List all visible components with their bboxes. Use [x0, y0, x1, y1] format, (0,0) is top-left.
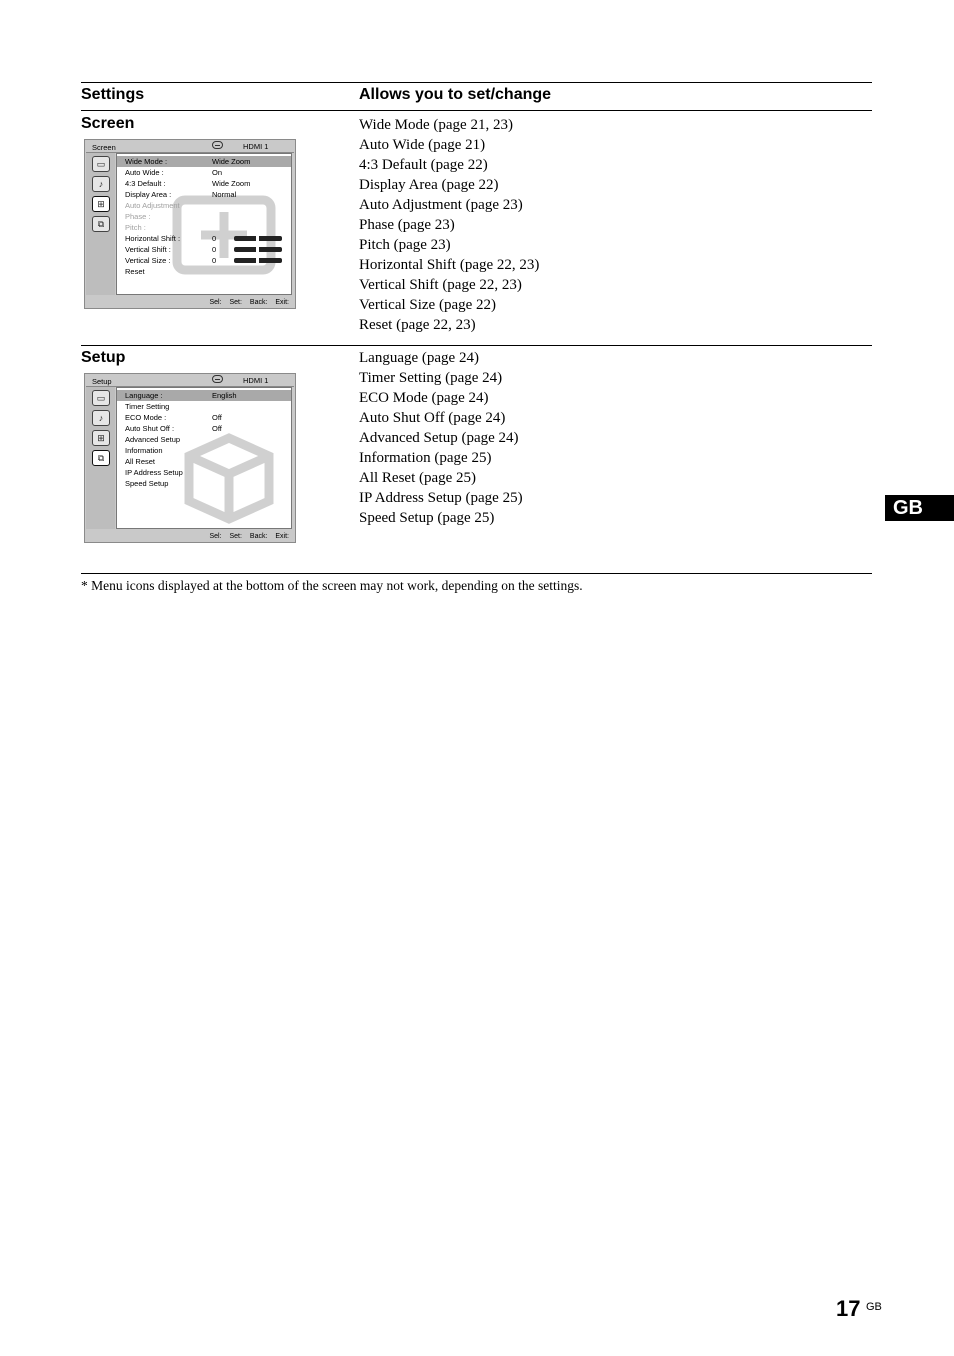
screen-icon: ⊞ [92, 196, 110, 212]
set-hint: Set: [229, 299, 242, 306]
menu-panel [116, 153, 292, 295]
list-item: Language (page 24) [359, 350, 479, 366]
slider-bar [234, 247, 282, 252]
menu-row-value: On [212, 168, 223, 177]
menu-title: Screen [92, 143, 116, 152]
menu-row [117, 434, 291, 445]
footnote: * Menu icons displayed at the bottom of the screen may not work, depending on the settings. [81, 578, 583, 593]
menu-row [117, 456, 291, 467]
menu-row [117, 266, 291, 277]
menu-row [117, 167, 291, 178]
menu-row-label: Pitch : [125, 223, 146, 232]
menu-row [117, 467, 291, 478]
list-item: Phase (page 23) [359, 217, 455, 233]
list-item: Reset (page 22, 23) [359, 317, 476, 333]
list-item: All Reset (page 25) [359, 470, 477, 486]
menu-bottom-bar [85, 299, 295, 306]
list-item: Vertical Size (page 22) [359, 297, 497, 313]
list-item: Pitch (page 23) [359, 237, 451, 253]
menu-input-label: HDMI 1 [243, 142, 269, 151]
menu-row-label: Auto Wide : [125, 168, 164, 177]
page-number: 17 [836, 1296, 861, 1321]
column-header-settings: Settings [81, 86, 145, 103]
list-item: Wide Mode (page 21, 23) [359, 117, 513, 133]
menu-row [117, 156, 291, 167]
menu-row-value: Wide Zoom [212, 157, 251, 166]
list-item: Advanced Setup (page 24) [359, 430, 519, 446]
list-item: 4:3 Default (page 22) [359, 157, 488, 173]
list-item: Auto Shut Off (page 24) [359, 410, 506, 426]
section-title-setup: Setup [81, 349, 126, 366]
menu-row [117, 390, 291, 401]
menu-row [117, 189, 291, 200]
menu-row-value: Off [212, 413, 222, 422]
menu-row-label: Reset [125, 267, 145, 276]
menu-row [117, 222, 291, 233]
screen-icon: ⊞ [92, 430, 110, 446]
menu-title: Setup [92, 377, 112, 386]
list-item: Auto Wide (page 21) [359, 137, 486, 153]
list-item: Timer Setting (page 24) [359, 370, 503, 386]
menu-row [117, 244, 291, 255]
list-item: Horizontal Shift (page 22, 23) [359, 257, 540, 273]
list-item: Speed Setup (page 25) [359, 510, 495, 526]
menu-row [117, 478, 291, 489]
menu-row-label: IP Address Setup [125, 468, 183, 477]
screen-menu-image [84, 139, 296, 309]
menu-panel [116, 387, 292, 529]
menu-row [117, 200, 291, 211]
input-icon [212, 141, 223, 149]
menu-row [117, 178, 291, 189]
page-suffix: GB [866, 1301, 882, 1313]
menu-row-value: Normal [212, 190, 237, 199]
menu-row [117, 255, 291, 266]
menu-row-label: Information [125, 446, 163, 455]
setup-icon: ⧉ [92, 216, 110, 232]
header-rule [81, 110, 872, 111]
menu-row-label: Timer Setting [125, 402, 170, 411]
menu-row-label: Horizontal Shift : [125, 234, 181, 243]
menu-row-label: Auto Shut Off : [125, 424, 175, 433]
menu-row [117, 423, 291, 434]
sound-icon: ♪ [92, 410, 110, 426]
set-hint: Set: [229, 533, 242, 540]
screen-settings-list [359, 115, 539, 335]
menu-bottom-bar [85, 533, 295, 540]
menu-row [117, 211, 291, 222]
picture-icon: ▭ [92, 390, 110, 406]
menu-row-label: Auto Adjustment [125, 201, 180, 210]
list-item: Vertical Shift (page 22, 23) [359, 277, 522, 293]
section-rule [81, 345, 872, 346]
exit-hint: Exit: [275, 533, 289, 540]
list-item: ECO Mode (page 24) [359, 390, 489, 406]
slider-bar [234, 236, 282, 241]
picture-icon: ▭ [92, 156, 110, 172]
menu-input-label: HDMI 1 [243, 376, 269, 385]
list-item: IP Address Setup (page 25) [359, 490, 523, 506]
setup-menu-image [84, 373, 296, 543]
sel-hint: Sel: [209, 299, 222, 306]
sound-icon: ♪ [92, 176, 110, 192]
menu-row-label: Language : [125, 391, 163, 400]
column-header-allows: Allows you to set/change [359, 86, 552, 103]
exit-hint: Exit: [275, 299, 289, 306]
menu-row-label: Vertical Size : [125, 256, 171, 265]
menu-row [117, 412, 291, 423]
menu-row-label: ECO Mode : [125, 413, 167, 422]
slider-bar [234, 258, 282, 263]
menu-row-value: 0 [212, 256, 217, 265]
menu-row-value: English [212, 391, 237, 400]
menu-row-value: 0 [212, 245, 217, 254]
menu-row [117, 233, 291, 244]
menu-row-label: Display Area : [125, 190, 172, 199]
menu-row-label: 4:3 Default : [125, 179, 166, 188]
list-item: Auto Adjustment (page 23) [359, 197, 523, 213]
menu-row-label: Advanced Setup [125, 435, 181, 444]
input-icon [212, 375, 223, 383]
menu-row-label: Phase : [125, 212, 151, 221]
section-title-screen: Screen [81, 115, 135, 132]
setup-settings-list [359, 348, 523, 528]
sel-hint: Sel: [209, 533, 222, 540]
list-item: Information (page 25) [359, 450, 492, 466]
table-top-rule [81, 82, 872, 83]
language-tab: GB [885, 495, 954, 521]
menu-row-label: Vertical Shift : [125, 245, 171, 254]
menu-row [117, 401, 291, 412]
menu-row-label: All Reset [125, 457, 156, 466]
menu-row-value: Off [212, 424, 222, 433]
setup-icon: ⧉ [92, 450, 110, 466]
menu-row-value: Wide Zoom [212, 179, 251, 188]
table-bottom-rule [81, 573, 872, 574]
menu-sidebar [86, 387, 115, 529]
back-hint: Back: [249, 533, 268, 540]
menu-row-label: Speed Setup [125, 479, 169, 488]
menu-row-label: Wide Mode : [125, 157, 168, 166]
menu-sidebar [86, 153, 115, 295]
list-item: Display Area (page 22) [359, 177, 499, 193]
back-hint: Back: [249, 299, 268, 306]
menu-row [117, 445, 291, 456]
menu-row-value: 0 [212, 234, 217, 243]
